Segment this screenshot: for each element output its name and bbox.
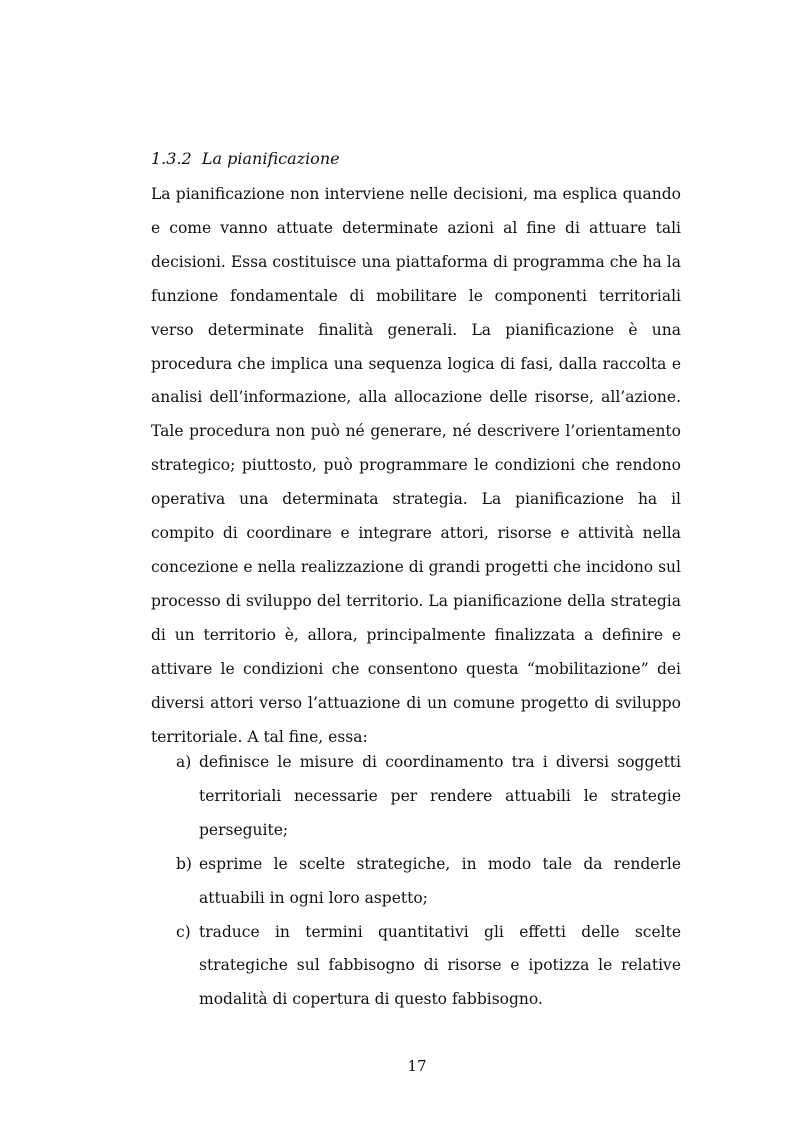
section-title: La pianificazione (201, 149, 340, 168)
list-item (151, 746, 681, 848)
section-number: 1.3.2 (151, 149, 192, 168)
list-item (151, 848, 681, 916)
page-number: 17 (407, 1057, 427, 1075)
list-item-text: esprime le scelte strategiche, in modo tale da renderle attuabili in ogni loro aspetto; (199, 854, 681, 907)
list-item-text: traduce in termini quantitativi gli effetti delle scelte strategiche sul fabbisogno di risorse e ipotizza le relative modalità di copertura di questo fabbisogno. (199, 922, 681, 1009)
body-paragraph: La pianificazione non interviene nelle decisioni, ma esplica quando e come vanno attuate determinate azioni al fine di attuare tali decisioni. Essa costituisce una piattaforma di programma che ha la funzione fondamentale di mobilitare le componenti territoriali verso determinate finalità generali. La pianificazione è una procedura che implica una sequenza logica di fasi, dalla raccolta e analisi dell’informazione, alla allocazione delle risorse, all’azione. Tale procedura non può né generare, né descrivere l’orientamento strategico; piuttosto, può programmare le condizioni che rendono operativa una determinata strategia. La pianificazione ha il compito di coordinare e integrare attori, risorse e attività nella concezione e nella realizzazione di grandi progetti che incidono sul processo di sviluppo del territorio. La pianificazione della strategia di un territorio è, allora, principalmente finalizzata a definire e attivare le condizioni che consentono questa “mobilitazione” dei diversi attori verso l’attuazione di un comune progetto di sviluppo territoriale. A tal fine, essa: (151, 185, 681, 746)
section-heading (151, 147, 340, 171)
list-item-text: definisce le misure di coordinamento tra i diversi soggetti territoriali necessarie per rendere attuabili le strategie perseguite; (199, 753, 681, 839)
strategy-list (151, 746, 681, 1017)
list-marker: c) (176, 922, 191, 941)
list-marker: a) (176, 753, 192, 771)
list-marker: b) (176, 854, 192, 873)
list-item (151, 916, 681, 1018)
